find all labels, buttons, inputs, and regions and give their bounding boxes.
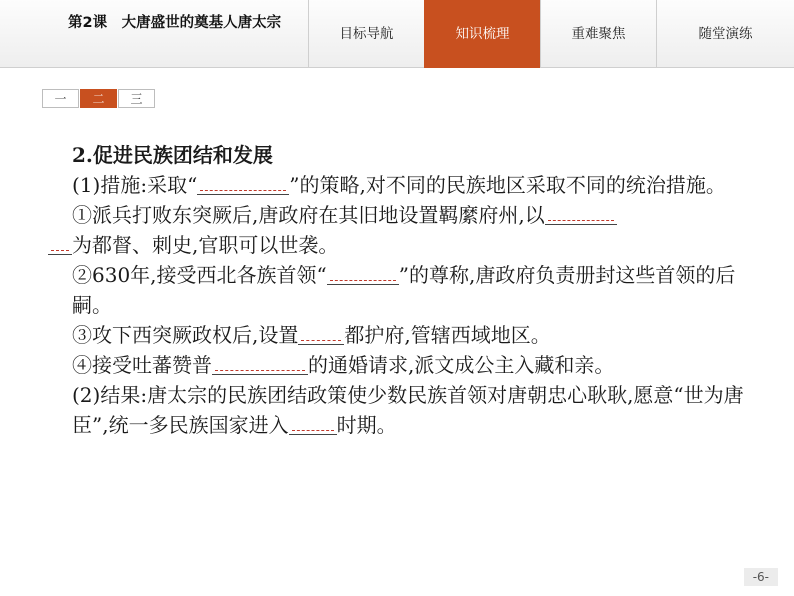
lesson-title: 第2课 大唐盛世的奠基人唐太宗 <box>68 15 282 31</box>
text-segment: 的通婚请求,派文成公主入藏和亲。 <box>308 353 615 377</box>
section-tabs <box>42 89 156 108</box>
paragraph-result <box>48 380 748 440</box>
text-segment: ”的策略,对不同的民族地区采取不同的统治措施。 <box>289 173 726 197</box>
text-segment: ①派兵打败东突厥后,唐政府在其旧地设置羁縻府州,以 <box>72 203 545 227</box>
answer-blank[interactable] <box>298 322 344 345</box>
tab-knowledge-review[interactable]: 知识梳理 <box>424 0 540 68</box>
text-segment: ②630年,接受西北各族首领“ <box>72 263 327 287</box>
top-navigation-bar <box>0 0 794 68</box>
text-segment: ”的尊称,唐政府负责册封这些首领的后嗣。 <box>72 263 736 317</box>
page-number: -6- <box>744 568 778 586</box>
text-segment: 都护府,管辖西域地区。 <box>344 323 551 347</box>
text-segment: ③攻下西突厥政权后,设置 <box>72 323 299 347</box>
section-tab-1[interactable]: 一 <box>42 89 79 108</box>
tab-key-points[interactable]: 重难聚焦 <box>540 0 656 68</box>
text-segment: 为都督、刺史,官职可以世袭。 <box>72 233 339 257</box>
answer-blank[interactable] <box>327 262 399 285</box>
text-segment: ④接受吐蕃赞普 <box>72 353 212 377</box>
section-tab-3[interactable]: 三 <box>118 89 155 108</box>
tab-practice[interactable]: 随堂演练 <box>656 0 794 68</box>
paragraph-item-4 <box>48 350 748 380</box>
section-heading: 2.促进民族团结和发展 <box>72 143 273 167</box>
paragraph-item-3 <box>48 320 748 350</box>
content-body <box>48 140 748 440</box>
answer-blank[interactable] <box>545 202 617 225</box>
answer-blank[interactable] <box>212 352 308 375</box>
paragraph-item-1 <box>48 200 748 260</box>
text-segment: 时期。 <box>336 413 397 437</box>
text-segment: (2)结果:唐太宗的民族团结政策使少数民族首领对唐朝忠心耿耿,愿意“世为唐臣”,统一多民族国家进入 <box>72 383 744 437</box>
answer-blank[interactable] <box>197 172 289 195</box>
paragraph-measures <box>48 170 748 200</box>
answer-blank[interactable] <box>48 232 72 255</box>
answer-blank[interactable] <box>289 412 337 435</box>
section-tab-2[interactable]: 二 <box>80 89 117 108</box>
paragraph-item-2 <box>48 260 748 320</box>
text-segment: (1)措施:采取“ <box>72 173 198 197</box>
tab-goal-navigation[interactable]: 目标导航 <box>308 0 424 68</box>
